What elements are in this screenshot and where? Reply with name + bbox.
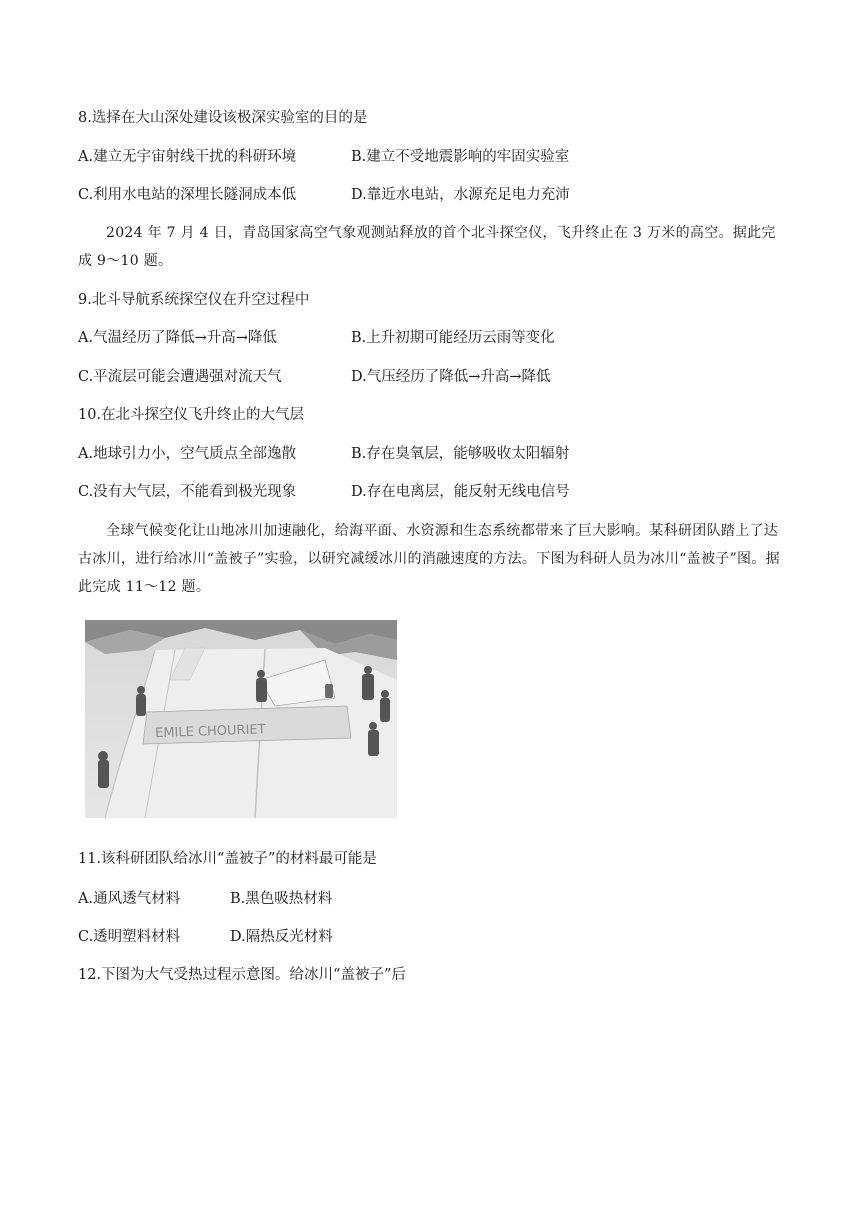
passage-11-12: 全球气候变化让山地冰川加速融化，给海平面、水资源和生态系统都带来了巨大影响。某科研团队踏上了达古冰川，进行给冰川“盖被子”实验，以研究减缓冰川的消融速度的方法。下图为科研人员为冰川“盖被子”图。据此完成 11～12 题。 (78, 523, 780, 595)
banner-text: EMILE CHOURIET (154, 722, 266, 742)
q11-option-d: D.隔热反光材料 (230, 929, 333, 945)
question-11-stem: 11.该科研团队给冰川“盖被子”的材料最可能是 (78, 851, 377, 867)
q11-option-c: C.透明塑料材料 (78, 929, 181, 945)
q11-option-b: B.黑色吸热材料 (230, 891, 333, 907)
q10-option-d: D.存在电离层，能反射无线电信号 (351, 484, 570, 500)
q8-option-c: C.利用水电站的深埋长隧洞成本低 (78, 187, 297, 203)
question-12-stem: 12.下图为大气受热过程示意图。给冰川“盖被子”后 (78, 967, 406, 983)
q8-option-b: B.建立不受地震影响的牢固实验室 (351, 149, 570, 165)
q11-option-a: A.通风透气材料 (78, 891, 181, 907)
q10-option-a: A.地球引力小，空气质点全部逸散 (78, 446, 297, 462)
question-10-stem: 10.在北斗探空仪飞升终止的大气层 (78, 407, 305, 423)
question-8-stem: 8.选择在大山深处建设该极深实验室的目的是 (78, 110, 368, 126)
q10-option-b: B.存在臭氧层，能够吸收太阳辐射 (351, 446, 570, 462)
q10-option-c: C.没有大气层，不能看到极光现象 (78, 484, 297, 500)
q8-option-a: A.建立无宇宙射线干扰的科研环境 (78, 149, 297, 165)
q9-option-b: B.上升初期可能经历云雨等变化 (351, 330, 555, 346)
q9-option-d: D.气压经历了降低→升高→降低 (351, 369, 551, 385)
q8-option-d: D.靠近水电站，水源充足电力充沛 (351, 187, 570, 203)
q9-option-c: C.平流层可能会遭遇强对流天气 (78, 369, 282, 385)
glacier-cover-photo (85, 620, 397, 818)
question-9-stem: 9.北斗导航系统探空仪在升空过程中 (78, 292, 310, 308)
passage-9-10: 2024 年 7 月 4 日，青岛国家高空气象观测站释放的首个北斗探空仪，飞升终止在 3 万米的高空。据此完成 9～10 题。 (78, 225, 776, 269)
q9-option-a: A.气温经历了降低→升高→降低 (78, 330, 277, 346)
